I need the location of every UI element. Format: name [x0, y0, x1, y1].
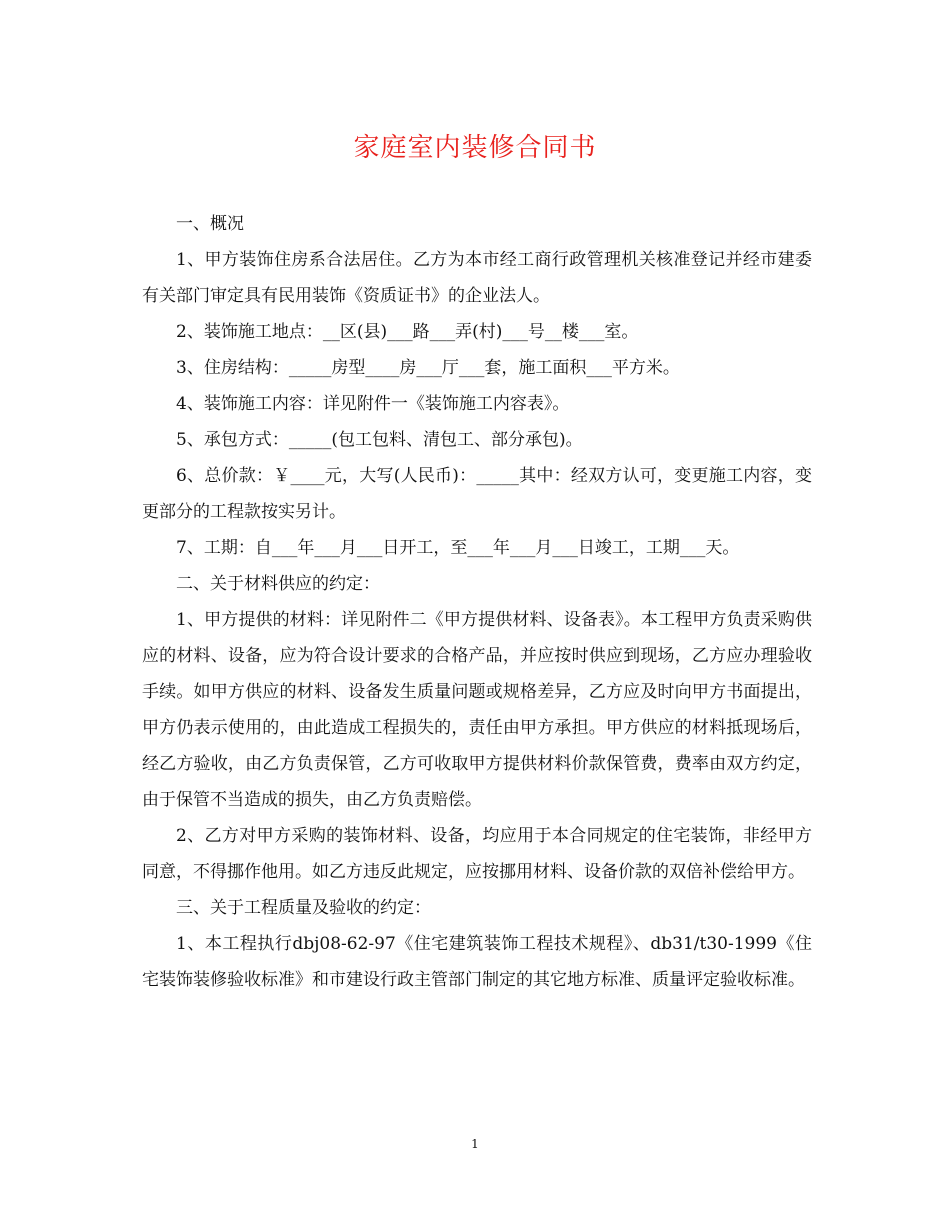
document-body	[142, 206, 812, 998]
clause-paragraph: 7、工期：自___年___月___日开工，至___年___月___日竣工，工期___天。	[176, 538, 740, 558]
section-heading-materials: 二、关于材料供应的约定：	[176, 574, 380, 594]
clause-paragraph: 3、住房结构：_____房型____房___厅___套，施工面积___平方米。	[176, 358, 680, 378]
clause-paragraph: 4、装饰施工内容：详见附件一《装饰施工内容表》。	[176, 394, 570, 414]
section-heading-overview: 一、概况	[176, 214, 244, 234]
page-number: 1	[471, 1137, 479, 1151]
section-heading-quality: 三、关于工程质量及验收的约定：	[176, 898, 431, 918]
clause-paragraph: 2、装饰施工地点：__区(县)___路___弄(村)___号__楼___室。	[176, 322, 639, 342]
clause-paragraph: 1、甲方装饰住房系合法居住。乙方为本市经工商行政管理机关核准登记并经市建委有关部门审定具有民用装饰《资质证书》的企业法人。	[142, 250, 812, 306]
clause-paragraph: 5、承包方式：_____(包工包料、清包工、部分承包)。	[176, 430, 583, 450]
clause-paragraph: 6、总价款：￥____元，大写(人民币)：_____其中：经双方认可，变更施工内容，变更部分的工程款按实另计。	[142, 466, 812, 522]
clause-paragraph: 1、本工程执行dbj08-62-97《住宅建筑装饰工程技术规程》、db31/t30-1999《住宅装饰装修验收标准》和市建设行政主管部门制定的其它地方标准、质量评定验收标准。	[142, 934, 812, 990]
clause-paragraph: 2、乙方对甲方采购的装饰材料、设备，均应用于本合同规定的住宅装饰，非经甲方同意，不得挪作他用。如乙方违反此规定，应按挪用材料、设备价款的双倍补偿给甲方。	[142, 826, 812, 882]
clause-paragraph: 1、甲方提供的材料：详见附件二《甲方提供材料、设备表》。本工程甲方负责采购供应的材料、设备，应为符合设计要求的合格产品，并应按时供应到现场，乙方应办理验收手续。如甲方供应的材料、设备发生质量问题或规格差异，乙方应及时向甲方书面提出，甲方仍表示使用的，由此造成工程损失的，责任由甲方承担。甲方供应的材料抵现场后，经乙方验收，由乙方负责保管，乙方可收取甲方提供材料价款保管费，费率由双方约定，由于保管不当造成的损失，由乙方负责赔偿。	[142, 610, 812, 810]
document-title: 家庭室内装修合同书	[353, 133, 597, 163]
